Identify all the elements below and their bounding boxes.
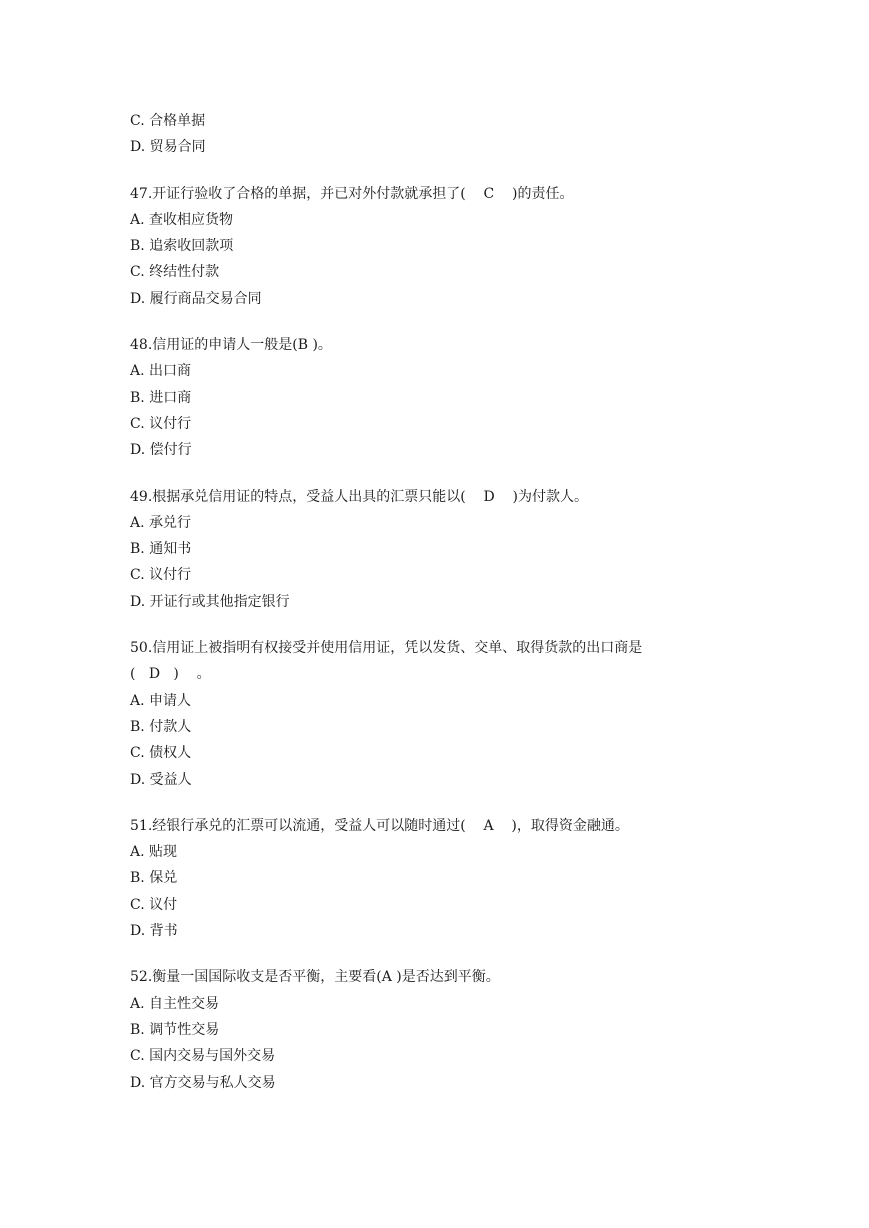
option-line: D. 背书 xyxy=(130,923,178,940)
question-50 xyxy=(130,635,750,793)
option-line: B. 保兑 xyxy=(130,870,178,887)
option-line: A. 自主性交易 xyxy=(130,995,220,1012)
option-line: A. 查收相应货物 xyxy=(130,211,234,228)
option-line: C. 债权人 xyxy=(130,745,192,762)
option-line: C. 议付行 xyxy=(130,567,192,584)
option-line: A. 申请人 xyxy=(130,692,192,709)
option-line: D. 偿付行 xyxy=(130,442,192,459)
option-line: D. 受益人 xyxy=(130,771,192,788)
option-line: C. 议付 xyxy=(130,896,178,913)
question-stem-continuation: ( D ) 。 xyxy=(130,666,211,683)
option-line: A. 贴现 xyxy=(130,844,178,861)
question-stem: 52.衡量一国国际收支是否平衡，主要看(A )是否达到平衡。 xyxy=(130,969,500,986)
option-line: C. 国内交易与国外交易 xyxy=(130,1048,276,1065)
option-line: B. 通知书 xyxy=(130,541,192,558)
option-line: C. 终结性付款 xyxy=(130,264,220,281)
document-page xyxy=(130,108,750,1096)
question-49 xyxy=(130,484,750,615)
option-line: C. 议付行 xyxy=(130,415,192,432)
option-line: D. 开证行或其他指定银行 xyxy=(130,593,290,610)
previous-question-options xyxy=(130,108,750,161)
question-stem: 49.根据承兑信用证的特点，受益人出具的汇票只能以( D )为付款人。 xyxy=(130,488,589,505)
option-line: B. 调节性交易 xyxy=(130,1021,220,1038)
question-52 xyxy=(130,964,750,1095)
option-line: D. 贸易合同 xyxy=(130,139,206,156)
option-line: D. 官方交易与私人交易 xyxy=(130,1074,276,1091)
question-stem: 51.经银行承兑的汇票可以流通，受益人可以随时通过( A )，取得资金融通。 xyxy=(130,817,629,834)
question-51 xyxy=(130,813,750,944)
question-48 xyxy=(130,332,750,463)
option-line: B. 付款人 xyxy=(130,718,192,735)
question-47 xyxy=(130,181,750,312)
option-line: B. 追索收回款项 xyxy=(130,238,234,255)
option-line: D. 履行商品交易合同 xyxy=(130,290,262,307)
option-line: A. 出口商 xyxy=(130,363,192,380)
option-line: B. 进口商 xyxy=(130,389,192,406)
option-line: A. 承兑行 xyxy=(130,514,192,531)
question-stem: 50.信用证上被指明有权接受并使用信用证，凭以发货、交单、取得货款的出口商是 xyxy=(130,640,643,657)
question-stem: 48.信用证的申请人一般是(B )。 xyxy=(130,337,332,354)
question-stem: 47.开证行验收了合格的单据，并已对外付款就承担了( C )的责任。 xyxy=(130,185,574,202)
option-line: C. 合格单据 xyxy=(130,113,206,129)
